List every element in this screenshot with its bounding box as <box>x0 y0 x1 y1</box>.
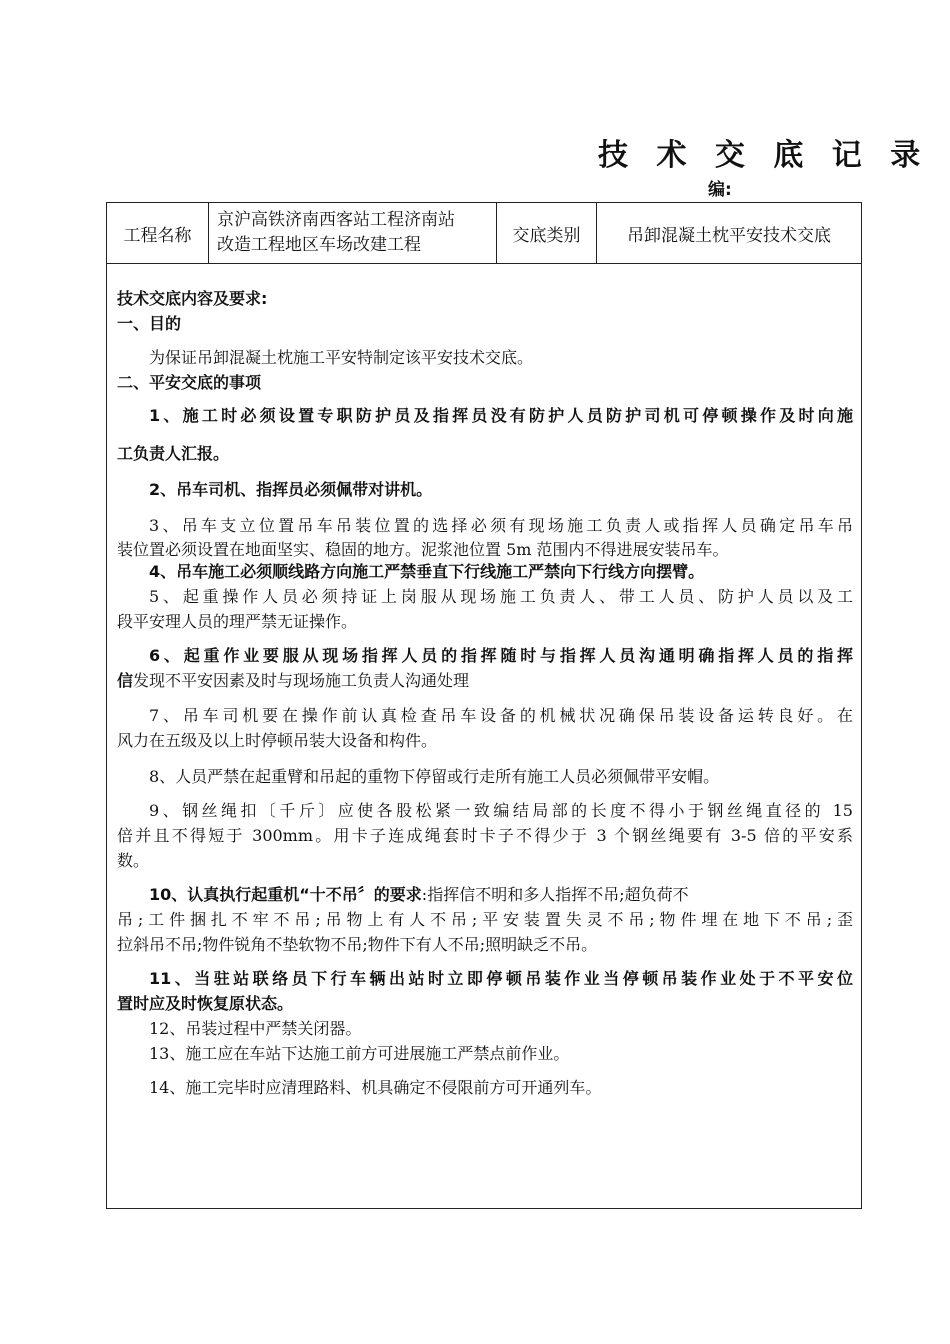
document-title: 技 术 交 底 记 录 <box>598 138 930 173</box>
project-name-line-1: 京沪高铁济南西客站工程济南站 <box>217 210 455 230</box>
item-5-line-2: 段平安理人员的理严禁无证操作。 <box>117 612 358 631</box>
project-name-line-2: 改造工程地区车场改建工程 <box>217 235 421 255</box>
category-label: 交底类别 <box>497 203 597 263</box>
section-purpose-heading: 一、目的 <box>117 314 182 333</box>
item-1-line-1: 1、施工时必须设置专职防护员及指挥员没有防护人员防护司机可停顿操作及时向施 <box>149 406 853 425</box>
item-3-line-1: 3、吊车支立位置吊车吊装位置的选择必须有现场施工负责人或指挥人员确定吊车吊 <box>149 516 853 535</box>
item-10-rest: :指挥信不明和多人指挥不吊;超负荷不 <box>421 885 689 904</box>
item-6-bold-fragment: 信 <box>117 671 134 690</box>
item-7-line-1: 7、吊车司机要在操作前认真检查吊车设备的机械状况确保吊装设备运转良好。在 <box>149 706 853 725</box>
item-8: 8、人员严禁在起重臂和吊起的重物下停留或行走所有施工人员必须佩带平安帽。 <box>149 767 720 786</box>
item-9-line-1: 9、钢丝绳扣〔千斤〕应使各股松紧一致编结局部的长度不得小于钢丝绳直径的 15 <box>149 801 853 820</box>
project-name-label: 工程名称 <box>107 203 209 263</box>
item-9-line-2: 倍并且不得短于 300mm。用卡子连成绳套时卡子不得少于 3 个钢丝绳要有 3-5 倍的平安系 <box>117 826 853 845</box>
item-12: 12、吊装过程中严禁关闭器。 <box>149 1019 362 1038</box>
item-5-line-1: 5、起重操作人员必须持证上岗服从现场施工负责人、带工人员、防护人员以及工 <box>149 587 853 606</box>
item-9-line-3: 数。 <box>117 851 150 870</box>
item-11-line-2: 置时应及时恢复原状态。 <box>117 994 294 1013</box>
edit-label: 编: <box>708 180 732 200</box>
section-items-heading: 二、平安交底的事项 <box>117 373 262 392</box>
item-6-line-2 <box>117 668 853 691</box>
item-10-line-3: 拉斜吊不吊;物件锐角不垫软物不吊;物件下有人不吊;照明缺乏不吊。 <box>117 935 598 954</box>
item-10-line-2: 吊;工件捆扎不牢不吊;吊物上有人不吊;平安装置失灵不吊;物件埋在地下不吊;歪 <box>117 910 853 929</box>
item-10-line-1 <box>149 882 853 905</box>
item-6-rest: 发现不平安因素及时与现场施工负责人沟通处理 <box>133 671 470 690</box>
item-6-line-1: 6、起重作业要服从现场指挥人员的指挥随时与指挥人员沟通明确指挥人员的指挥 <box>149 646 853 665</box>
item-1-line-2: 工负责人汇报。 <box>117 444 230 463</box>
category-value: 吊卸混凝土枕平安技术交底 <box>627 225 831 246</box>
item-3-line-2: 装位置必须设置在地面坚实、稳固的地方。泥浆池位置 5m 范围内不得进展安装吊车。 <box>117 540 729 559</box>
header-row <box>107 203 861 264</box>
item-10-bold-fragment: 10、认真执行起重机“十不吊〞的要求 <box>149 885 422 904</box>
item-14: 14、施工完毕时应清理路料、机具确定不侵限前方可开通列车。 <box>149 1078 602 1097</box>
item-4: 4、吊车施工必须顺线路方向施工严禁垂直下行线施工严禁向下行线方向摆臂。 <box>149 562 705 581</box>
item-7-line-2: 风力在五级及以上时停顿吊装大设备和构件。 <box>117 731 438 750</box>
project-name-value <box>209 203 497 263</box>
record-table <box>106 202 862 1209</box>
purpose-text: 为保证吊卸混凝土枕施工平安特制定该平安技术交底。 <box>149 348 534 367</box>
item-13: 13、施工应在车站下达施工前方可进展施工严禁点前作业。 <box>149 1044 570 1063</box>
item-2: 2、吊车司机、指挥员必须佩带对讲机。 <box>149 480 433 499</box>
content-heading: 技术交底内容及要求: <box>117 289 268 308</box>
item-11-line-1: 11、当驻站联络员下行车辆出站时立即停顿吊装作业当停顿吊装作业处于不平安位 <box>149 969 853 988</box>
